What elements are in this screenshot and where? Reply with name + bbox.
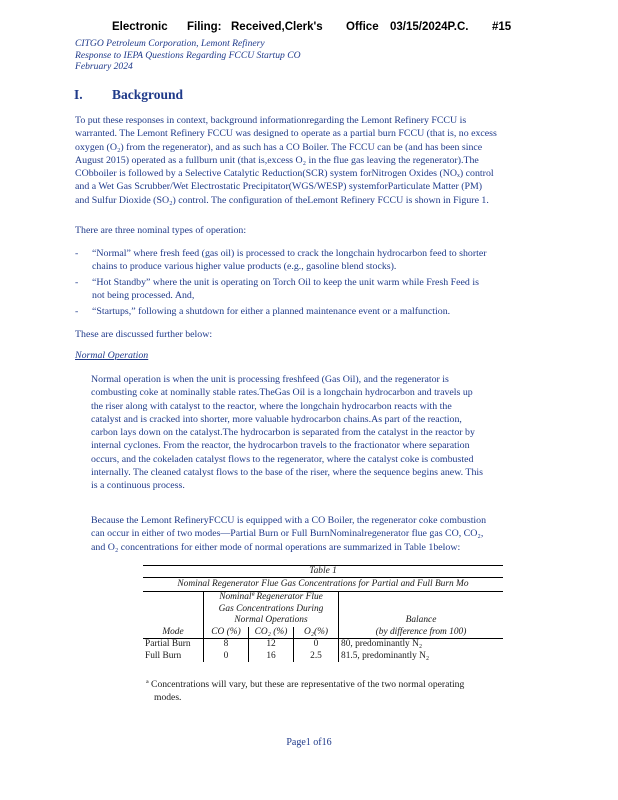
- text-line: CObboiler is followed by a Selective Catalytic Reduction(SCR) system forNitrogen Oxides (NOₓ) control: [75, 168, 494, 180]
- cell-balance: 81.5, predominantly N₂: [341, 650, 430, 661]
- text-line: Because the Lemont RefineryFCCU is equipped with a CO Boiler, the regenerator coke combustion: [91, 515, 487, 526]
- filing-stamp: [112, 21, 511, 33]
- types-intro: There are three nominal types of operation:: [75, 225, 247, 236]
- text-line: warranted. The Lemont Refinery FCCU was designed to operate as a partial burn FCCU (that is, no excess: [75, 128, 497, 140]
- column-header-co: CO (%): [204, 627, 249, 639]
- text-line: occurs, and the cokeladen catalyst flows to the regenerator, where the catalyst coke is combusted: [91, 453, 474, 465]
- text-line: can occur in either of two modes—Partial Burn or Full BurnNominalregenerator flue gas CO, CO₂,: [91, 528, 484, 540]
- cell-o2: 0: [294, 639, 339, 651]
- table-row: [143, 639, 503, 651]
- column-header-co2: CO₂ (%): [249, 627, 294, 639]
- stamp-word: #15: [492, 21, 512, 33]
- subheading-normal-operation: Normal Operation: [75, 350, 149, 361]
- table-row: [143, 651, 503, 663]
- table-header-row: [143, 627, 503, 639]
- bullet-line: “Hot Standby” where the unit is operating on Torch Oil to keep the unit warm while Fresh Feed is: [92, 277, 479, 288]
- normal-operation-paragraph: [91, 373, 569, 493]
- text-line: and O₂ concentrations for either mode of normal operations are summarized in Table 1below:: [91, 541, 461, 553]
- footnote-line: ª Concentrations will vary, but these are representative of the two normal operating: [146, 679, 465, 690]
- bullet-dash: -: [75, 277, 79, 288]
- text-line: carbon lays down on the catalyst.The hydrocarbon is separated from the catalyst in the reactor by: [91, 427, 475, 439]
- bullet-line: “Startups,” following a shutdown for either a planned maintenance event or a malfunction.: [92, 306, 451, 317]
- cell-co2: 16: [249, 651, 294, 663]
- balance-header-line: Balance: [405, 615, 437, 625]
- table-subtitle: Nominal Regenerator Flue Gas Concentrations for Partial and Full Burn Mo: [143, 578, 503, 592]
- cell-balance: 80, predominantly N₂: [341, 639, 423, 649]
- concentration-table: [143, 565, 503, 662]
- section-number: I.: [74, 87, 83, 102]
- modes-paragraph: [91, 514, 569, 554]
- text-line: the riser along with catalyst to the reactor, where the longchain hydrocarbon reacts with the: [91, 400, 452, 412]
- header-line: CITGO Petroleum Corporation, Lemont Refinery: [75, 38, 265, 49]
- section-title: Background: [112, 87, 184, 102]
- balance-header-line: (by difference from 100): [375, 626, 467, 637]
- cell-co: 8: [204, 639, 249, 651]
- text-line: catalyst and is cracked into shorter, more valuable hydrocarbon chains.As part of the reaction,: [91, 413, 462, 425]
- table-title: Table 1: [143, 565, 503, 578]
- header-line: February 2024: [75, 61, 133, 73]
- section-heading: [74, 87, 183, 103]
- column-header-o2: O₂(%): [294, 627, 339, 639]
- bullet-line: not being processed. And,: [92, 290, 195, 302]
- discussed-text: These are discussed further below:: [75, 329, 213, 340]
- stamp-word: Filing:: [187, 21, 222, 33]
- bullet-line: “Normal” where fresh feed (gas oil) is processed to crack the longchain hydrocarbon feed to shorter: [92, 248, 487, 259]
- cell-mode: Partial Burn: [143, 639, 204, 651]
- document-header: [75, 38, 301, 73]
- footnote-line: modes.: [154, 692, 182, 703]
- bullet-dash: -: [75, 248, 79, 259]
- group-header-line: Normal Operations: [234, 615, 308, 625]
- bullet-item: [75, 305, 565, 318]
- intro-paragraph: [75, 114, 570, 207]
- header-line: Response to IEPA Questions Regarding FCCU Startup CO: [75, 49, 301, 61]
- text-line: internal cyclones. From the reactor, the hydrocarbon travels to the fractionator where separation: [91, 440, 470, 452]
- text-line: internally. The cleaned catalyst flows to the base of the riser, where the sequence begins anew. This: [91, 467, 483, 479]
- bullet-item: [75, 247, 565, 274]
- balance-header-cell: [339, 592, 504, 627]
- bullet-line: chains to produce various higher value products (e.g., gasoline blend stocks).: [92, 261, 397, 273]
- text-line: and Sulfur Dioxide (SO₂) control. The configuration of theLemont Refinery FCCU is shown in Figure 1.: [75, 194, 489, 206]
- cell-co: 0: [204, 651, 249, 663]
- stamp-word: 03/15/2024P.C.: [390, 21, 469, 33]
- text-line: oxygen (O₂) from the regenerator), and as such has a CO Boiler. The FCCU can be (and has been since: [75, 141, 483, 153]
- page-number: Page1 of16: [286, 737, 332, 748]
- bullet-dash: -: [75, 306, 79, 317]
- stamp-word: Office: [346, 21, 379, 33]
- group-header-line: Gas Concentrations During: [218, 603, 324, 614]
- cell-o2: 2.5: [294, 651, 339, 663]
- table-header-row: [143, 592, 503, 627]
- table-grid: [143, 592, 503, 662]
- text-line: Normal operation is when the unit is processing freshfeed (Gas Oil), and the regenerator is: [91, 374, 449, 385]
- text-line: is a continuous process.: [91, 480, 185, 492]
- bullet-item: [75, 276, 565, 303]
- group-header-line: Nominalª Regenerator Flue: [219, 592, 323, 602]
- text-line: August 2015) operated as a fullburn unit (that is,excess O₂ in the flue gas leaving the regenerator).The: [75, 154, 479, 166]
- text-line: combusting coke at nominally stable rates.TheGas Oil is a longchain hydrocarbon and travels up: [91, 387, 473, 399]
- cell-mode: Full Burn: [143, 651, 204, 663]
- table-footnote: [146, 678, 556, 704]
- stamp-word: Electronic: [112, 21, 168, 33]
- stamp-word: Received,Clerk's: [231, 21, 323, 33]
- group-header-cell: [204, 592, 339, 627]
- text-line: and a Wet Gas Scrubber/Wet Electrostatic Precipitator(WGS/WESP) systemforParticulate Matter (PM): [75, 181, 483, 193]
- column-header-mode: Mode: [143, 627, 204, 639]
- cell-co2: 12: [249, 639, 294, 651]
- table-cell: [143, 592, 204, 627]
- text-line: To put these responses in context, background informationregarding the Lemont Refinery FCCU is: [75, 115, 467, 126]
